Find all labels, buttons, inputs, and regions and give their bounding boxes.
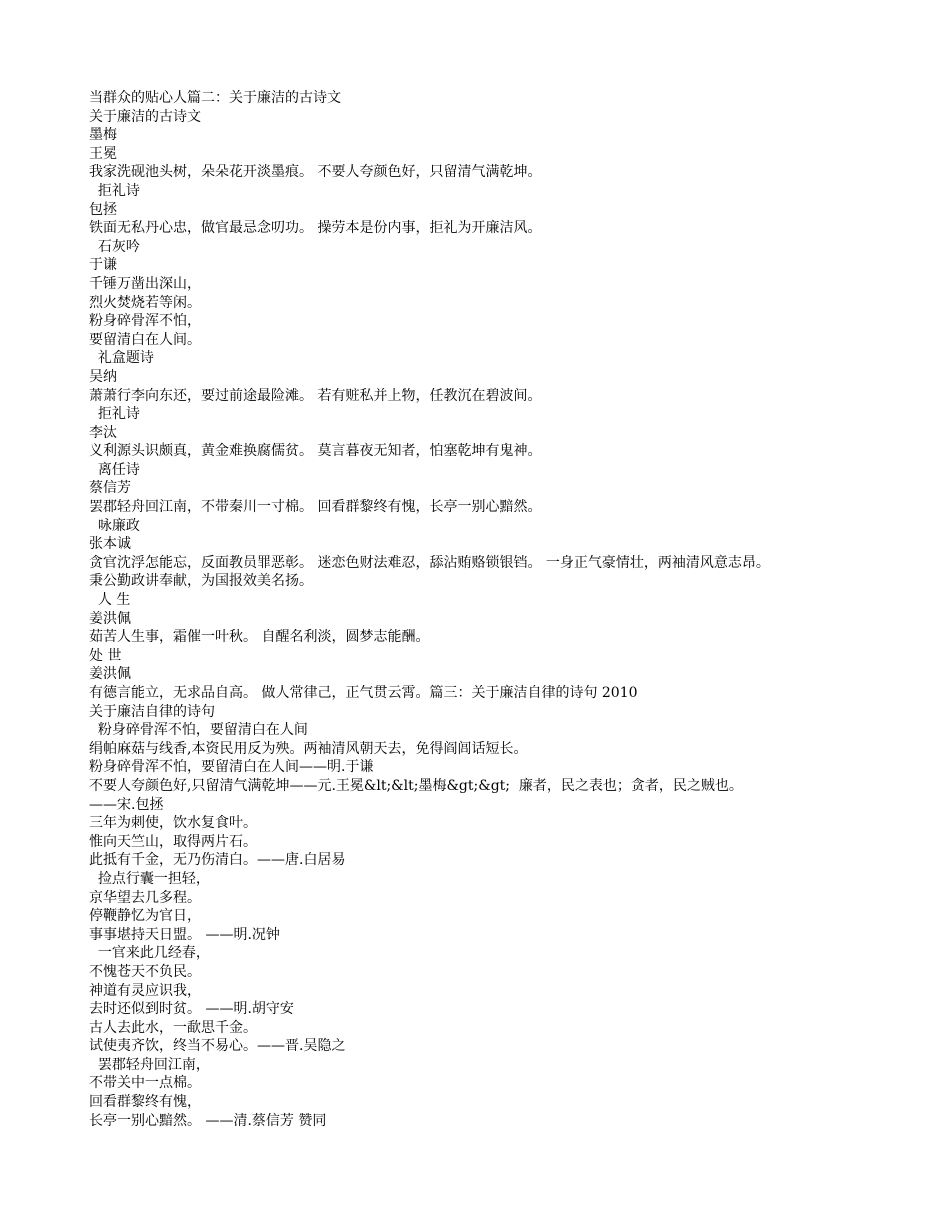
text-line: 咏廉政 (89, 517, 140, 534)
text-line: 包拯 (89, 201, 117, 218)
text-line: 离任诗 (89, 461, 140, 478)
text-line: 铁面无私丹心忠，做官最忌念叨功。 操劳本是份内事，拒礼为开廉洁风。 (89, 220, 542, 237)
text-line: 于谦 (89, 257, 117, 274)
text-line: 吴纳 (89, 368, 117, 385)
text-line: 茹苦人生事，霜催一叶秋。 自醒名利淡，圆梦志能酬。 (89, 629, 430, 646)
text-line: 粉身碎骨浑不怕，要留清白在人间 (89, 722, 308, 739)
text-line: 罢郡轻舟回江南， (89, 1056, 210, 1073)
text-line: 不要人夸颜色好,只留清气满乾坤——元.王冕&lt;&lt;墨梅&gt;&gt; 廉者，民之表也；贪者，民之贼也。 (89, 777, 743, 794)
text-line: 不带关中一点棉。 (89, 1075, 201, 1092)
text-line: 三年为刺使，饮水复食叶。 (89, 815, 257, 832)
text-line: 墨梅 (89, 127, 117, 144)
text-line: 千锤万凿出深山， (89, 275, 201, 292)
text-line: 有德言能立，无求品自高。 做人常律己，正气贯云霄。篇三：关于廉洁自律的诗句 2010 (89, 685, 638, 701)
text-line: 李汰 (89, 424, 117, 441)
text-line: 我家洗砚池头树，朵朵花开淡墨痕。 不要人夸颜色好，只留清气满乾坤。 (89, 164, 542, 181)
text-line: 萧萧行李向东还，要过前途最险滩。 若有赃私并上物，任教沉在碧波间。 (89, 387, 542, 404)
document-page (89, 89, 939, 1130)
text-line: 一官来此几经春， (89, 945, 210, 962)
text-line: 关于廉洁的古诗文 (89, 108, 201, 125)
text-line: 关于廉洁自律的诗句 (89, 703, 215, 720)
text-line: 不愧苍天不负民。 (89, 963, 201, 980)
text-line: 姜洪佩 (89, 666, 131, 683)
text-line: 王冕 (89, 145, 117, 162)
text-line: 试使夷齐饮，终当不易心。——晋.吴隐之 (89, 1038, 346, 1055)
text-line: 蔡信芳 (89, 480, 131, 497)
text-line: 绢帕麻菇与线香,本资民用反为殃。两袖清风朝天去，免得阎闾话短长。 (89, 740, 528, 757)
text-line: 古人去此水，一歃思千金。 (89, 1019, 257, 1036)
text-line: 拒礼诗 (89, 182, 140, 199)
text-line: 当群众的贴心人篇二：关于廉洁的古诗文 (89, 90, 341, 106)
text-line: 京华望去几多程。 (89, 889, 201, 906)
text-line: 义利源头识颇真，黄金难换腐儒贫。 莫言暮夜无知者，怕塞乾坤有鬼神。 (89, 443, 542, 460)
text-line: 惟向天竺山，取得两片石。 (89, 833, 257, 850)
text-line: 张本诚 (89, 536, 131, 553)
text-line: 回看群黎终有愧， (89, 1094, 201, 1111)
text-line: 处 世 (89, 647, 122, 664)
text-line: 烈火焚烧若等闲。 (89, 294, 201, 311)
text-line: 捡点行囊一担轻， (89, 870, 210, 887)
text-line: 此抵有千金，无乃伤清白。——唐.白居易 (89, 852, 346, 869)
text-line: 长亭一别心黯然。 ——清.蔡信芳 赞同 (89, 1112, 327, 1129)
text-line: ——宋.包拯 (89, 796, 164, 813)
text-line: 贪官沈浮怎能忘，反面教员罪恶彰。 迷恋色财法难忍，舔沾贿赂锁银铛。 一身正气豪情壮，两袖清风意志昂。 (89, 554, 770, 571)
text-line: 罢郡轻舟回江南，不带秦川一寸棉。 回看群黎终有愧，长亭一别心黯然。 (89, 499, 542, 516)
text-line: 人 生 (89, 592, 131, 609)
text-line: 石灰吟 (89, 238, 140, 255)
text-line: 姜洪佩 (89, 610, 131, 627)
text-line: 秉公勤政讲奉献，为国报效美名扬。 (89, 573, 313, 590)
text-line: 停鞭静忆为官日， (89, 908, 201, 925)
text-line: 神道有灵应识我， (89, 982, 201, 999)
text-line: 礼盒题诗 (89, 350, 154, 367)
text-line: 粉身碎骨浑不怕，要留清白在人间——明.于谦 (89, 759, 374, 776)
text-line: 拒礼诗 (89, 406, 140, 423)
text-line: 事事堪持天日盟。 ——明.况钟 (89, 926, 280, 943)
text-line: 粉身碎骨浑不怕， (89, 313, 201, 330)
text-line: 去时还似到时贫。 ——明.胡守安 (89, 1001, 294, 1018)
text-line: 要留清白在人间。 (89, 331, 201, 348)
